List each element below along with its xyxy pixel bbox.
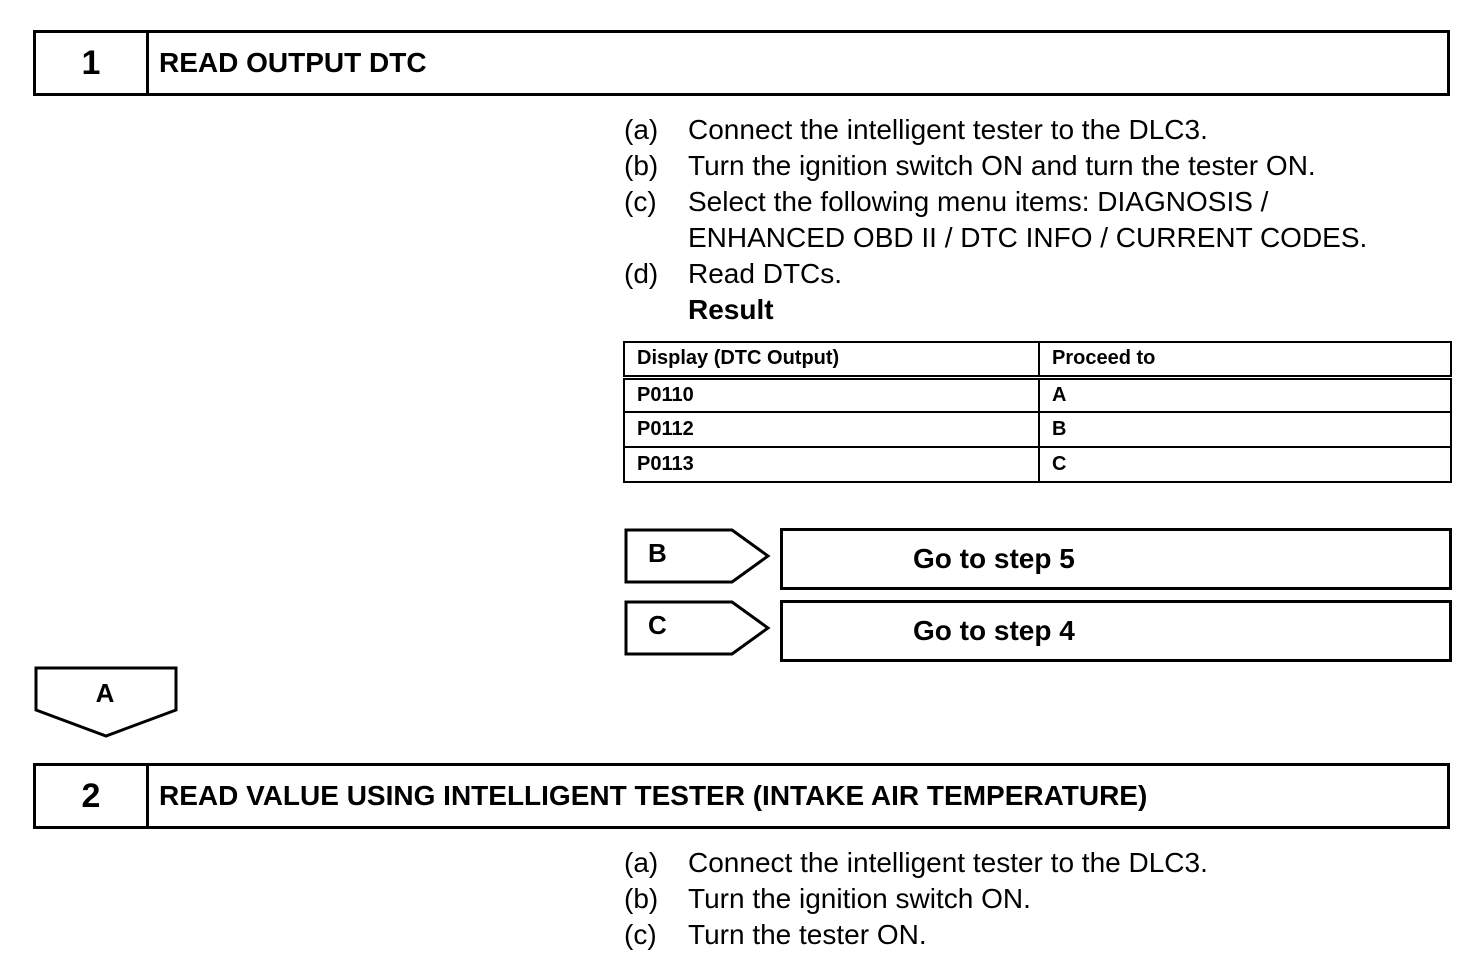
table-cell: C: [1039, 447, 1451, 482]
table-cell: P0113: [624, 447, 1039, 482]
instruction-text: Select the following menu items: DIAGNOSIS /: [688, 186, 1269, 217]
table-cell: B: [1039, 412, 1451, 447]
instruction-line: [624, 112, 1367, 148]
table-cell: P0112: [624, 412, 1039, 447]
step-1-instructions: [624, 112, 1367, 328]
branch-arrow-icon: [624, 600, 772, 656]
instruction-text: Connect the intelligent tester to the DLC3.: [688, 847, 1208, 878]
branch-tag-label: C: [648, 610, 667, 640]
instruction-label: (c): [624, 919, 657, 950]
table-header-row: [624, 342, 1451, 377]
branch-tag-a: [34, 666, 180, 740]
table-header: Proceed to: [1039, 342, 1451, 377]
instruction-line: [624, 220, 1367, 256]
step-2-title: READ VALUE USING INTELLIGENT TESTER (INTAKE AIR TEMPERATURE): [159, 780, 1148, 811]
instruction-label: (a): [624, 114, 659, 145]
instruction-line: [624, 881, 1208, 917]
step-1-number: 1: [36, 33, 149, 93]
instruction-text: Turn the ignition switch ON.: [688, 883, 1031, 914]
step-2-number: 2: [36, 766, 149, 826]
instruction-line: [624, 256, 1367, 292]
step-1-title: READ OUTPUT DTC: [159, 47, 427, 78]
instruction-text: ENHANCED OBD II / DTC INFO / CURRENT CODES.: [688, 222, 1368, 253]
table-row: [624, 447, 1451, 482]
instruction-text: Turn the tester ON.: [688, 919, 927, 950]
instruction-line: [624, 148, 1367, 184]
table-cell: P0110: [624, 377, 1039, 412]
instruction-text: Read DTCs.: [688, 258, 843, 289]
branch-tag-c: [624, 600, 772, 656]
instruction-line: [624, 845, 1208, 881]
instruction-label: (a): [624, 847, 659, 878]
goto-step-5-box[interactable]: Go to step 5: [780, 528, 1452, 590]
instruction-line: [624, 917, 1208, 953]
instruction-text: Turn the ignition switch ON and turn the tester ON.: [688, 150, 1316, 181]
table-cell: A: [1039, 377, 1451, 412]
instruction-label: (b): [624, 150, 659, 181]
step-1-header: [33, 30, 1450, 96]
instruction-label: [624, 220, 688, 256]
instruction-line: [624, 184, 1367, 220]
instruction-text: Connect the intelligent tester to the DLC3.: [688, 114, 1208, 145]
instruction-label: (c): [624, 186, 657, 217]
branch-tag-label: A: [95, 678, 115, 708]
instruction-label: (d): [624, 258, 659, 289]
branch-tag-b: [624, 528, 772, 584]
table-row: [624, 377, 1451, 412]
step-2-instructions: [624, 845, 1208, 953]
step-2-header: [33, 763, 1450, 829]
goto-step-4-box[interactable]: Go to step 4: [780, 600, 1452, 662]
branch-arrow-icon: [624, 528, 772, 584]
instruction-label: (b): [624, 883, 659, 914]
branch-tag-label: B: [648, 538, 667, 568]
result-table: [623, 341, 1452, 483]
table-header: Display (DTC Output): [624, 342, 1039, 377]
result-label: Result: [688, 294, 774, 325]
table-row: [624, 412, 1451, 447]
